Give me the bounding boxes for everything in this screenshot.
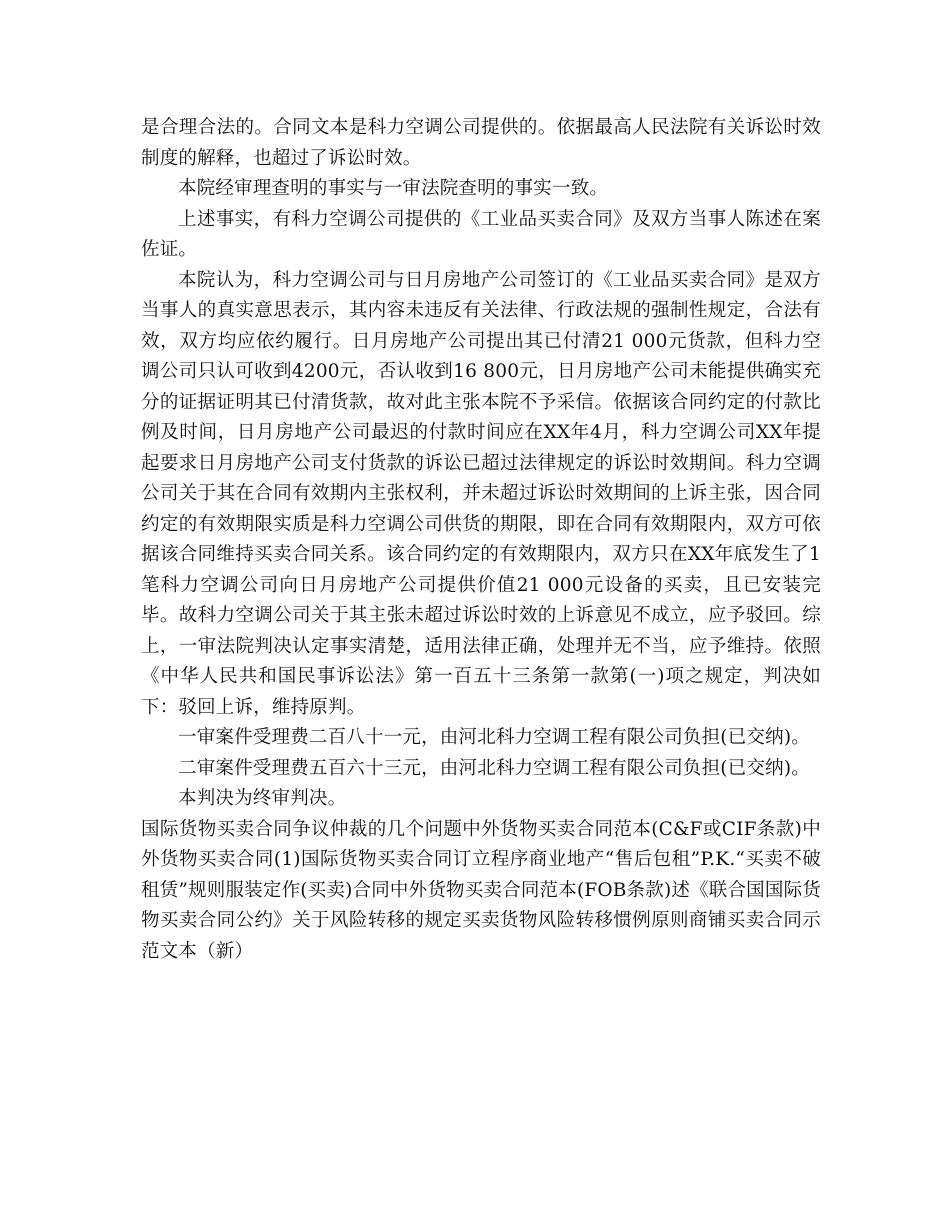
paragraph-evidence: 上述事实，有科力空调公司提供的《工业品买卖合同》及双方当事人陈述在案佐证。 bbox=[141, 208, 821, 260]
related-links-text: 国际货物买卖合同争议仲裁的几个问题中外货物买卖合同范本(C&F或CIF条款)中外货物买卖合同(1)国际货物买卖合同订立程序商业地产“售后包租”P.K.“买卖不破租赁”规则服装定作(买卖)合同中外货物买卖合同范本(FOB条款)述《联合国国际货物买卖合同公约》关于风险转移的规定买卖货物风险转移惯例原则商铺买卖合同示范文本（新） bbox=[141, 818, 821, 962]
paragraph-court-opinion: 本院认为，科力空调公司与日月房地产公司签订的《工业品买卖合同》是双方当事人的真实意思表示，其内容未违反有关法律、行政法规的强制性规定，合法有效，双方均应依约履行。日月房地产公司提出其已付清21 000元货款，但科力空调公司只认可收到4200元，否认收到16 800元，日月房地产公司未能提供确实充分的证据证明其已付清货款，故对此主张本院不予采信。依据该合同约定的付款比例及时间，日月房地产公司最迟的付款时间应在XX年4月，科力空调公司XX年提起要求日月房地产公司支付货款的诉讼已超过法律规定的诉讼时效期间。科力空调公司关于其在合同有效期内主张权利，并未超过诉讼时效期间的上诉主张，因合同约定的有效期限实质是科力空调公司供货的期限，即在合同有效期限内，双方可依据该合同维持买卖合同关系。该合同约定的有效期限内，双方只在XX年底发生了1笔科力空调公司向日月房地产公司提供价值21 000元设备的买卖，且已安装完毕。故科力空调公司关于其主张未超过诉讼时效的上诉意见不成立，应予驳回。综上，一审法院判决认定事实清楚，适用法律正确，处理并无不当，应予维持。依照《中华人民共和国民事诉讼法》第一百五十三条第一款第(一)项之规定，判决如下：驳回上诉，维持原判。 bbox=[141, 269, 821, 718]
paragraph-second-instance-fee: 二审案件受理费五百六十三元，由河北科力空调工程有限公司负担(已交纳)。 bbox=[178, 757, 810, 779]
paragraph-first-instance-fee: 一审案件受理费二百八十一元，由河北科力空调工程有限公司负担(已交纳)。 bbox=[178, 727, 810, 748]
paragraph-facts-consistent: 本院经审理查明的事实与一审法院查明的事实一致。 bbox=[178, 178, 609, 199]
paragraph-final-judgment: 本判决为终审判决。 bbox=[178, 788, 347, 809]
document-body bbox=[141, 113, 821, 967]
paragraph-continuation: 是合理合法的。合同文本是科力空调公司提供的。依据最高人民法院有关诉讼时效制度的解释，也超过了诉讼时效。 bbox=[141, 117, 821, 169]
